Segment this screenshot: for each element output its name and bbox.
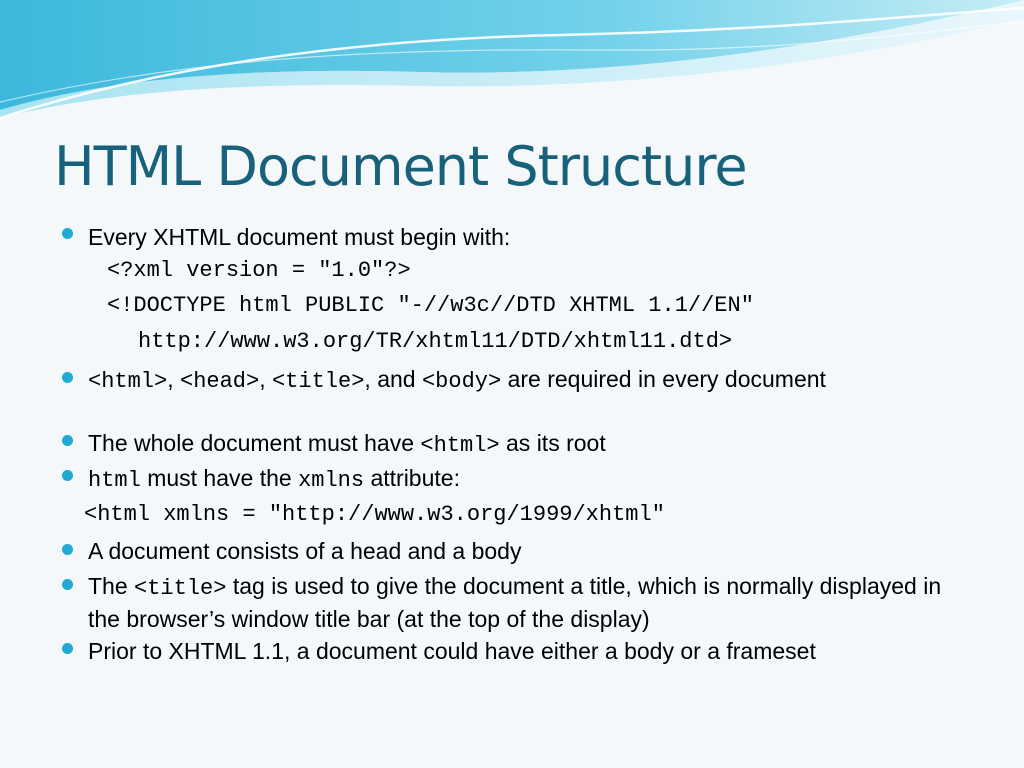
bullet-required-tags (88, 364, 968, 397)
circle-bullet-icon (62, 228, 73, 239)
bullet-frameset: Prior to XHTML 1.1, a document could have either a body or a frameset (88, 638, 816, 664)
circle-bullet-icon (62, 372, 73, 383)
text: attribute: (364, 465, 460, 491)
code-xmlns: xmlns (298, 468, 365, 493)
bullet-xmlns (88, 463, 460, 496)
circle-bullet-icon (62, 544, 73, 555)
text-separator: , (167, 366, 180, 392)
bullet-begin: Every XHTML document must begin with: (88, 224, 511, 250)
code-title: <title> (272, 369, 365, 394)
bullet-head-body: A document consists of a head and a body (88, 538, 522, 564)
text-required: are required in every document (501, 366, 826, 392)
code-doctype: <!DOCTYPE html PUBLIC "-//w3c//DTD XHTML 1.1//EN" (107, 293, 754, 318)
text: as its root (499, 430, 606, 456)
code-html: html (88, 468, 141, 493)
code-html: <html> (420, 433, 500, 458)
code-html-xmlns: <html xmlns = "http://www.w3.org/1999/xhtml" (84, 502, 665, 527)
code-title: <title> (134, 576, 227, 601)
text: tag is used to give the document a title, which is normally displayed in the browser’s window title bar (at the top of the display) (88, 573, 942, 632)
text: The (88, 573, 135, 599)
bullet-title-tag (88, 571, 968, 634)
slide-title: HTML Document Structure (54, 135, 747, 198)
circle-bullet-icon (62, 470, 73, 481)
code-dtd-url: http://www.w3.org/TR/xhtml11/DTD/xhtml11.dtd> (138, 329, 733, 354)
circle-bullet-icon (62, 435, 73, 446)
text: must have the (140, 465, 299, 491)
code-head: <head> (180, 369, 260, 394)
text-separator: , (259, 366, 272, 392)
text-separator: , and (364, 366, 422, 392)
code-xml-declaration: <?xml version = "1.0"?> (107, 258, 411, 283)
circle-bullet-icon (62, 643, 73, 654)
code-body: <body> (421, 369, 502, 394)
circle-bullet-icon (62, 579, 73, 590)
code-html: <html> (88, 369, 168, 394)
text: The whole document must have (88, 430, 421, 456)
bullet-root (88, 428, 606, 461)
